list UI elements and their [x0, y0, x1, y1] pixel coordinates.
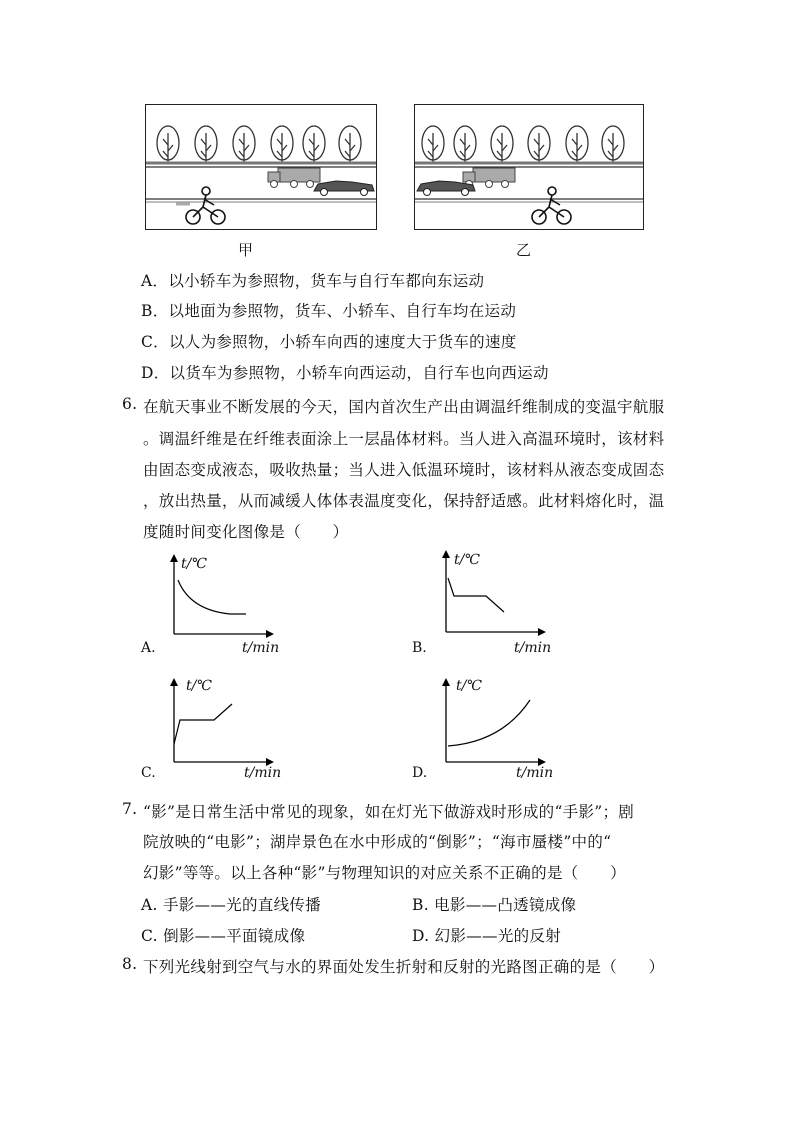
q5-option-d: D．以货车为参照物，小轿车向西运动，自行车也向西运动: [141, 364, 549, 382]
bicycle: [176, 187, 225, 224]
graph-c-option: C.: [141, 765, 156, 781]
q6-line-5: 度随时间变化图像是（ ）: [143, 523, 349, 541]
tree: [271, 126, 293, 163]
graph-d-xlabel: t/min: [516, 765, 554, 781]
graph-a: [160, 552, 280, 642]
q7-option-a: A. 手影——光的直线传播: [141, 896, 321, 914]
q7-line-3: 幻影”等等。以上各种“影”与物理知识的对应关系不正确的是（ ）: [143, 864, 626, 882]
q6-line-4: ，放出热量，从而减缓人体体表温度变化，保持舒适感。此材料熔化时，温: [143, 492, 665, 510]
q7-line-2: 院放映的“电影”；湖岸景色在水中形成的“倒影”；“海市蜃楼”中的“: [143, 833, 612, 851]
graph-a-xlabel: t/min: [242, 640, 280, 656]
graph-d-ylabel: t/℃: [456, 678, 483, 694]
tree: [528, 126, 550, 163]
graph-a-ylabel: t/℃: [181, 556, 208, 572]
graph-c-xlabel: t/min: [244, 765, 282, 781]
car: [314, 181, 374, 196]
scene-yi-label: 乙: [516, 241, 532, 259]
tree: [339, 126, 361, 163]
q6-line-1: 在航天事业不断发展的今天，国内首次生产出由调温纤维制成的变温宇航服: [143, 398, 665, 416]
graph-c: [160, 676, 280, 768]
tree: [566, 126, 588, 163]
graph-b-ylabel: t/℃: [454, 552, 481, 568]
q6-number: 6.: [122, 395, 138, 413]
q5-option-a: A．以小轿车为参照物，货车与自行车都向东运动: [141, 272, 485, 290]
scene-jia-drawing: [146, 105, 376, 229]
graph-b-option: B.: [412, 640, 427, 656]
q8-number: 8.: [122, 955, 138, 973]
graph-a-option: A.: [141, 640, 156, 656]
tree: [195, 126, 217, 163]
q6-line-3: 由固态变成液态，吸收热量；当人进入低温环境时，该材料从液态变成固态: [143, 461, 665, 479]
graph-b: [432, 548, 552, 638]
tree: [233, 126, 255, 163]
q8-text: 下列光线射到空气与水的界面处发生折射和反射的光路图正确的是（ ）: [143, 958, 665, 976]
scene-jia: [145, 104, 377, 230]
tree: [422, 126, 444, 163]
scene-yi: [414, 104, 644, 230]
q7-option-b: B. 电影——凸透镜成像: [412, 896, 577, 914]
graph-d-option: D.: [412, 765, 428, 781]
q7-line-1: “影”是日常生活中常见的现象，如在灯光下做游戏时形成的“手影”；剧: [143, 803, 635, 821]
scene-jia-label: 甲: [238, 241, 254, 259]
q7-option-d: D. 幻影——光的反射: [412, 927, 562, 945]
q5-option-b: B．以地面为参照物，货车、小轿车、自行车均在运动: [141, 302, 517, 320]
tree: [491, 126, 513, 163]
tree: [157, 126, 179, 163]
graph-d: [432, 676, 552, 768]
tree: [303, 126, 325, 163]
bicycle: [532, 187, 571, 224]
graph-c-ylabel: t/℃: [186, 678, 213, 694]
q7-option-c: C. 倒影——平面镜成像: [141, 927, 306, 945]
tree: [602, 126, 624, 163]
graph-b-xlabel: t/min: [514, 640, 552, 656]
tree: [454, 126, 476, 163]
q5-option-c: C．以人为参照物，小轿车向西的速度大于货车的速度: [141, 333, 517, 351]
q7-number: 7.: [122, 800, 138, 818]
q6-line-2: 。调温纤维是在纤维表面涂上一层晶体材料。当人进入高温环境时，该材料: [143, 430, 665, 448]
scene-yi-drawing: [415, 105, 643, 229]
truck: [268, 168, 320, 188]
